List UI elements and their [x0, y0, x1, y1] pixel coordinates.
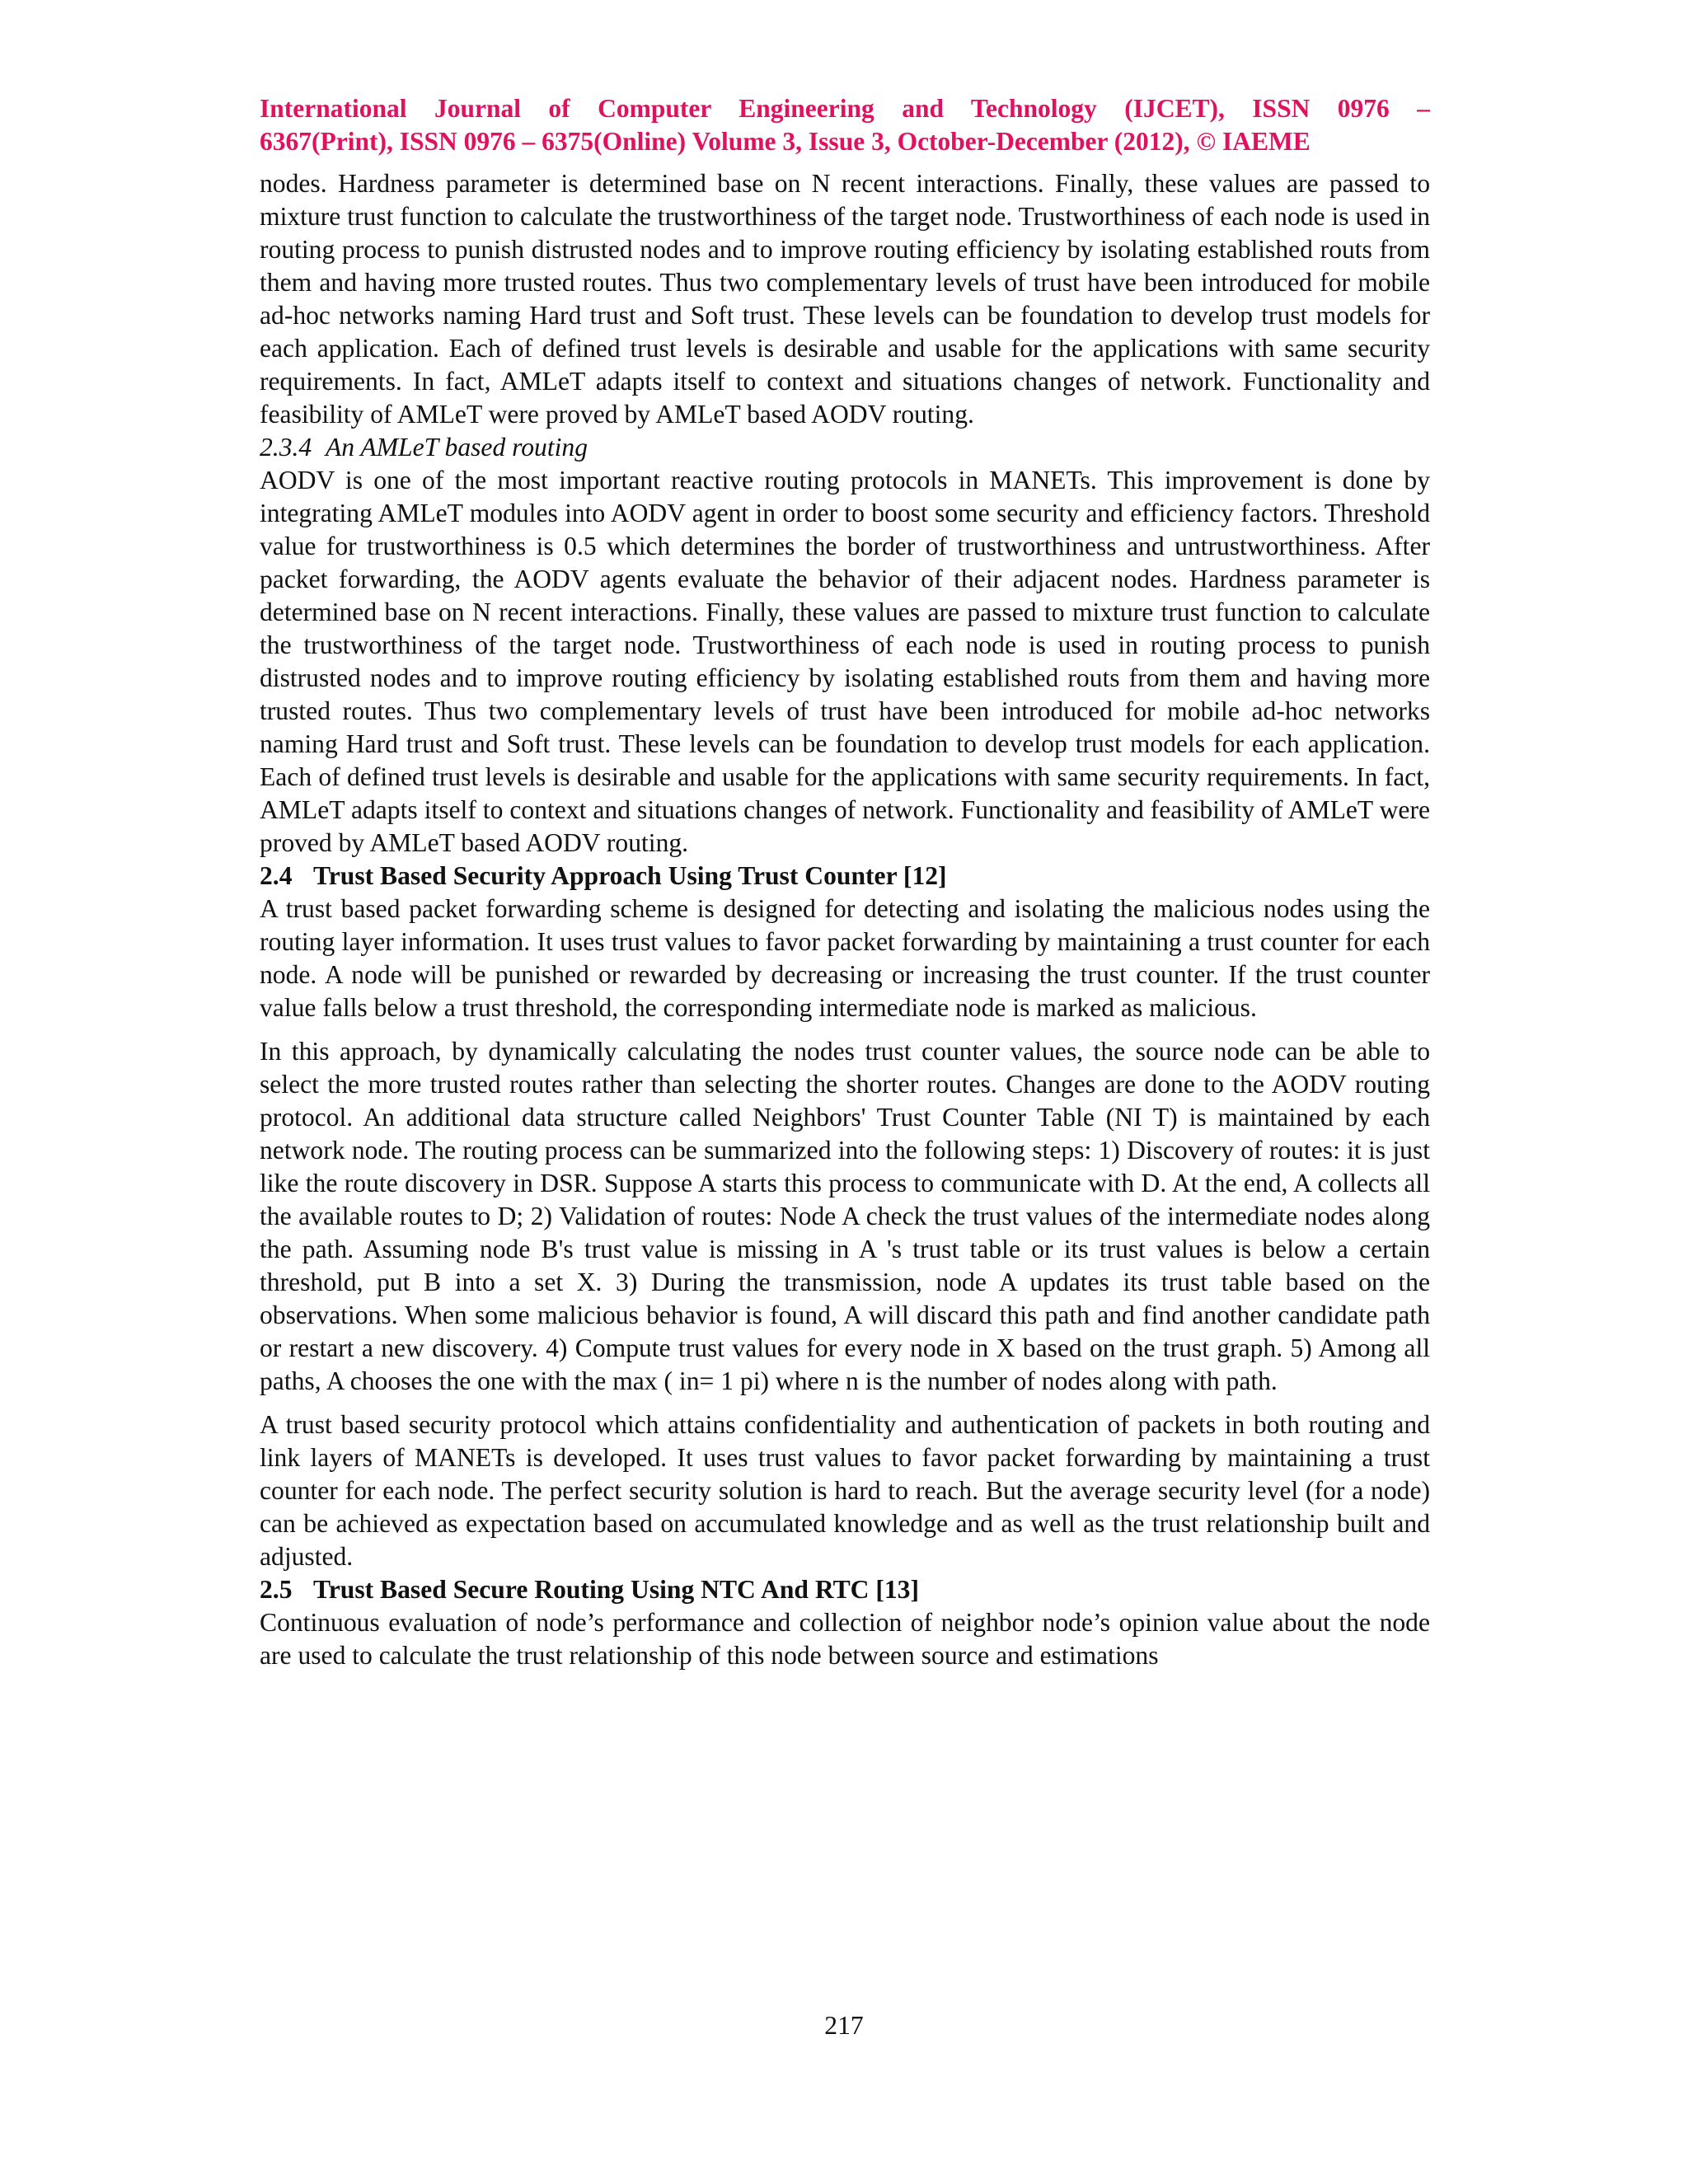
journal-header-line-2: 6367(Print), ISSN 0976 – 6375(Online) Volume 3, Issue 3, October-December (2012), © IAEME	[260, 127, 1311, 156]
journal-header-line-1: International Journal of Computer Engineering and Technology (IJCET), ISSN 0976 –	[260, 94, 1430, 123]
subsection-number: 2.3.4	[260, 433, 312, 462]
paragraph-continuation: nodes. Hardness parameter is determined base on N recent interactions. Finally, these values are passed to mixture trust function to calculate the trustworthiness of the target node. Trustworthiness of each node is used in routing process to punish distrusted nodes and to improve routing efficiency by isolating established routs from them and having more trusted routes. Thus two complementary levels of trust have been introduced for mobile ad-hoc networks naming Hard trust and Soft trust. These levels can be foundation to develop trust models for each application. Each of defined trust levels is desirable and usable for the applications with same security requirements. In fact, AMLeT adapts itself to context and situations changes of network. Functionality and feasibility of AMLeT were proved by AMLeT based AODV routing.	[260, 169, 1430, 429]
paragraph-trust-counter-scheme: A trust based packet forwarding scheme is designed for detecting and isolating the malicious nodes using the routing layer information. It uses trust values to favor packet forwarding by maintaining a trust counter for each node. A node will be punished or rewarded by decreasing or increasing the trust counter. If the trust counter value falls below a trust threshold, the corresponding intermediate node is marked as malicious.	[260, 894, 1430, 1022]
section-heading-2-4	[260, 860, 1430, 893]
subsection-heading-2-3-4	[260, 431, 1430, 464]
section-title: Trust Based Security Approach Using Trust Counter [12]	[313, 861, 947, 890]
section-heading-2-5	[260, 1573, 1430, 1606]
paragraph-trust-counter-approach: In this approach, by dynamically calculating the nodes trust counter values, the source node can be able to select the more trusted routes rather than selecting the shorter routes. Changes are done to the AODV routing protocol. An additional data structure called Neighbors' Trust Counter Table (NI T) is maintained by each network node. The routing process can be summarized into the following steps: 1) Discovery of routes: it is just like the route discovery in DSR. Suppose A starts this process to communicate with D. At the end, A collects all the available routes to D; 2) Validation of routes: Node A check the trust values of the intermediate nodes along the path. Assuming node B's trust value is missing in A 's trust table or its trust values is below a certain threshold, put B into a set X. 3) During the transmission, node A updates its trust table based on the observations. When some malicious behavior is found, A will discard this path and find another candidate path or restart a new discovery. 4) Compute trust values for every node in X based on the trust graph. 5) Among all paths, A chooses the one with the max ( in= 1 pi) where n is the number of nodes along with path.	[260, 1037, 1430, 1395]
section-number: 2.5	[260, 1575, 293, 1604]
paragraph-amlet-routing: AODV is one of the most important reactive routing protocols in MANETs. This improvement is done by integrating AMLeT modules into AODV agent in order to boost some security and efficiency factors. Threshold value for trustworthiness is 0.5 which determines the border of trustworthiness and untrustworthiness. After packet forwarding, the AODV agents evaluate the behavior of their adjacent nodes. Hardness parameter is determined base on N recent interactions. Finally, these values are passed to mixture trust function to calculate the trustworthiness of the target node. Trustworthiness of each node is used in routing process to punish distrusted nodes and to improve routing efficiency by isolating established routs from them and having more trusted routes. Thus two complementary levels of trust have been introduced for mobile ad-hoc networks naming Hard trust and Soft trust. These levels can be foundation to develop trust models for each application. Each of defined trust levels is desirable and usable for the applications with same security requirements. In fact, AMLeT adapts itself to context and situations changes of network. Functionality and feasibility of AMLeT were proved by AMLeT based AODV routing.	[260, 466, 1430, 857]
subsection-title: An AMLeT based routing	[326, 433, 588, 462]
section-number: 2.4	[260, 861, 293, 890]
paragraph-ntc-rtc: Continuous evaluation of node’s performance and collection of neighbor node’s opinion value about the node are used to calculate the trust relationship of this node between source and estimations	[260, 1608, 1430, 1670]
section-title: Trust Based Secure Routing Using NTC And RTC [13]	[313, 1575, 920, 1604]
page-content	[260, 92, 1430, 1672]
page-number: 217	[824, 2011, 864, 2040]
journal-header	[260, 92, 1430, 158]
paragraph-trust-security-protocol: A trust based security protocol which attains confidentiality and authentication of packets in both routing and link layers of MANETs is developed. It uses trust values to favor packet forwarding by maintaining a trust counter for each node. The perfect security solution is hard to reach. But the average security level (for a node) can be achieved as expectation based on accumulated knowledge and as well as the trust relationship built and adjusted.	[260, 1410, 1430, 1571]
